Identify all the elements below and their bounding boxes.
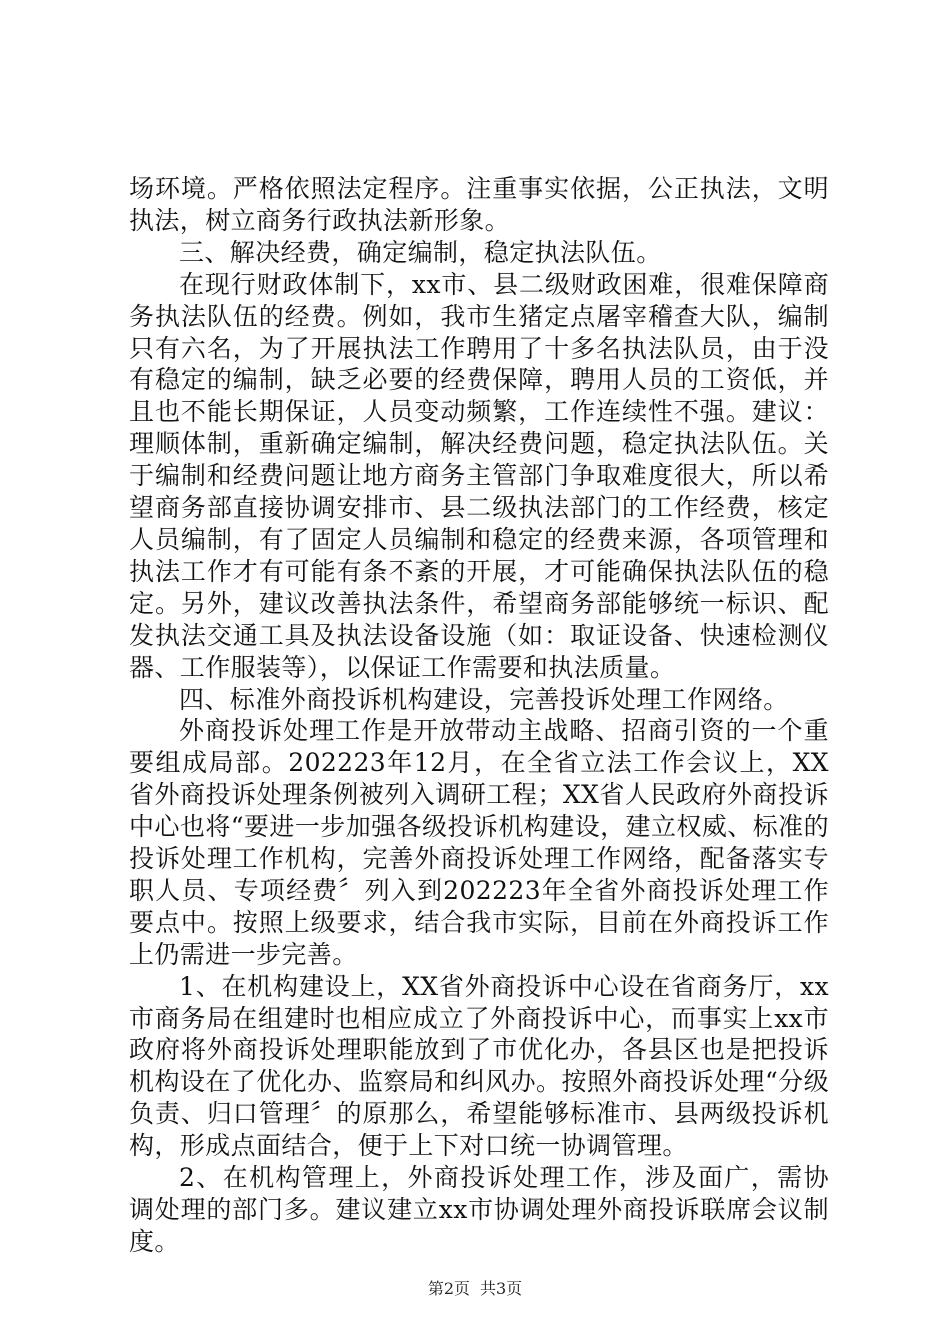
paragraph-funding: 在现行财政体制下，xx市、县二级财政困难，很难保障商务执法队伍的经费。例如，我市生猪定点屠宰稽查大队，编制只有六名，为了开展执法工作聘用了十多名执法队员，由于没有稳定的编制，缺乏必要的经费保障，聘用人员的工资低，并且也不能长期保证，人员变动频繁，工作连续性不强。建议：理顺体制，重新确定编制，解决经费问题，稳定执法队伍。关于编制和经费问题让地方商务主管部门争取难度很大，所以希望商务部直接协调安排市、县二级执法部门的工作经费，核定人员编制，有了固定人员编制和稳定的经费来源，各项管理和执法工作才有可能有条不紊的开展，才可能确保执法队伍的稳定。另外，建议改善执法条件，希望商务部能够统一标识、配发执法交通工具及执法设备设施（如：取证设备、快速检测仪器、工作服装等），以保证工作需要和执法质量。 — [129, 269, 829, 682]
page-total: 共3页 — [480, 1279, 523, 1298]
paragraph-foreign-complaints: 外商投诉处理工作是开放带动主战略、招商引资的一个重要组成局部。202223年12月，在全省立法工作会议上，XX省外商投诉处理条例被列入调研工程；XX省人民政府外商投诉中心也将“要进一步加强各级投诉机构建设，建立权威、标准的投诉处理工作机构，完善外商投诉处理工作网络，配备落实专职人员、专项经费〞列入到202223年全省外商投诉处理工作要点中。按照上级要求，结合我市实际，目前在外商投诉工作上仍需进一步完善。 — [129, 716, 829, 969]
paragraph-item-2: 2、在机构管理上，外商投诉处理工作，涉及面广，需协调处理的部门多。建议建立xx市协调处理外商投诉联席会议制度。 — [129, 1163, 829, 1256]
document-body — [129, 173, 829, 1258]
heading-section-three: 三、解决经费，确定编制，稳定执法队伍。 — [179, 237, 662, 267]
heading-section-four: 四、标准外商投诉机构建设，完善投诉处理工作网络。 — [179, 684, 789, 714]
paragraph-item-1: 1、在机构建设上，XX省外商投诉中心设在省商务厅，xx市商务局在组建时也相应成立了外商投诉中心，而事实上xx市政府将外商投诉处理职能放到了市优化办，各县区也是把投诉机构设在了优化办、监察局和纠风办。按照外商投诉处理“分级负责、归口管理〞的原那么，希望能够标准市、县两级投诉机构，形成点面结合，便于上下对口统一协调管理。 — [129, 971, 829, 1161]
page-footer — [0, 1276, 950, 1299]
paragraph-market-environment: 场环境。严格依照法定程序。注重事实依据，公正执法，文明执法，树立商务行政执法新形象。 — [129, 174, 829, 235]
page-number: 第2页 — [427, 1279, 470, 1298]
